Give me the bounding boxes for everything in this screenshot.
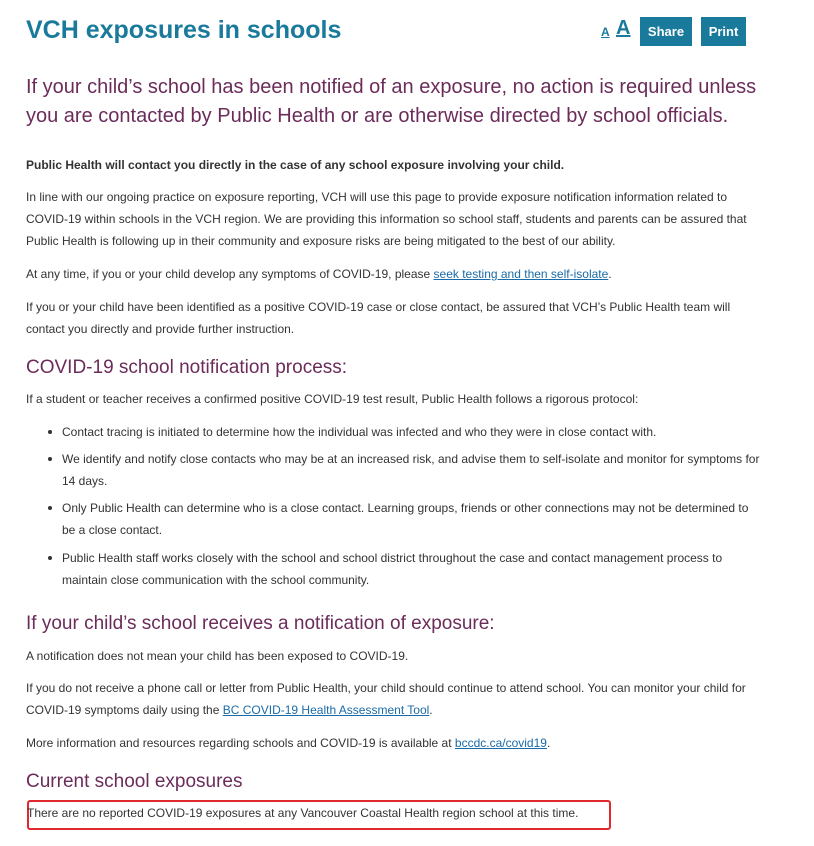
decrease-font-size-button[interactable]: A — [601, 25, 610, 39]
list-item-text: Contact tracing is initiated to determine how the individual was infected and who they were in close contact with. — [62, 425, 657, 439]
notification-heading: If your child’s school receives a notification of exposure: — [26, 613, 495, 634]
list-item-text: Only Public Health can determine who is a close contact. Learning groups, friends or other connections may not be determined to be a close contact. — [62, 501, 749, 537]
intro-paragraph-2-end: . — [608, 267, 612, 281]
current-exposures-heading: Current school exposures — [26, 771, 243, 792]
list-item — [26, 421, 762, 443]
list-item — [26, 547, 762, 591]
intro-paragraph-3: If you or your child have been identified as a positive COVID-19 case or close contact, be assured that VCH’s Public Health team will contact you directly and provide further instruction. — [26, 300, 731, 336]
share-button[interactable]: Share — [640, 17, 692, 46]
notification-paragraph-2-text: If you do not receive a phone call or letter from Public Health, your child should continue to attend school. You can monitor your child for COVID-19 symptoms daily using the — [26, 681, 746, 717]
bullet-icon — [48, 556, 52, 560]
current-exposures-status: There are no reported COVID-19 exposures at any Vancouver Coastal Health region school at this time. — [27, 806, 579, 820]
increase-font-size-button[interactable]: A — [616, 17, 631, 39]
list-item — [26, 497, 762, 541]
list-item-text: Public Health staff works closely with the school and school district throughout the case and contact management process to maintain close communication with the school community. — [62, 551, 723, 587]
page-toolbar — [601, 16, 781, 46]
bc-health-assessment-tool-link[interactable]: BC COVID-19 Health Assessment Tool — [222, 703, 430, 717]
list-item — [26, 448, 762, 492]
process-intro: If a student or teacher receives a confirmed positive COVID-19 test result, Public Health follows a rigorous protocol: — [26, 392, 639, 406]
notification-paragraph-3-end: . — [546, 736, 551, 750]
bullet-icon — [48, 457, 52, 461]
bullet-icon — [48, 506, 52, 510]
seek-testing-link[interactable]: seek testing and then self-isolate — [433, 267, 609, 281]
process-heading: COVID-19 school notification process: — [26, 357, 348, 378]
intro-bold-line: Public Health will contact you directly in the case of any school exposure involving your child. — [26, 158, 565, 172]
notification-paragraph-2-end: . — [429, 703, 433, 717]
bullet-icon — [48, 430, 52, 434]
print-button[interactable]: Print — [701, 17, 746, 46]
intro-paragraph-1: In line with our ongoing practice on exposure reporting, VCH will use this page to provide exposure notification information related to COVID-19 within schools in the VCH region. We are providing this information so school staff, students and parents can be assured that Public Health is following up in their community and exposure risks are being mitigated to the best of our ability. — [26, 190, 747, 248]
notification-paragraph-2 — [26, 677, 761, 721]
notification-paragraph-1: A notification does not mean your child has been exposed to COVID-19. — [26, 649, 409, 663]
notification-paragraph-3-text: More information and resources regarding schools and COVID-19 is available at — [26, 736, 455, 750]
bccdc-link[interactable]: bccdc.ca/covid19 — [454, 736, 547, 750]
intro-paragraph-2-text: At any time, if you or your child develop any symptoms of COVID-19, please — [26, 267, 434, 281]
notification-paragraph-3 — [26, 732, 761, 754]
intro-paragraph-2 — [26, 263, 761, 285]
list-item-text: We identify and notify close contacts who may be at an increased risk, and advise them to self-isolate and monitor for symptoms for 14 days. — [62, 452, 760, 488]
lead-statement: If your child’s school has been notified of an exposure, no action is required unless you are contacted by Public Health or are otherwise directed by school officials. — [26, 76, 757, 127]
page-title: VCH exposures in schools — [26, 16, 342, 44]
